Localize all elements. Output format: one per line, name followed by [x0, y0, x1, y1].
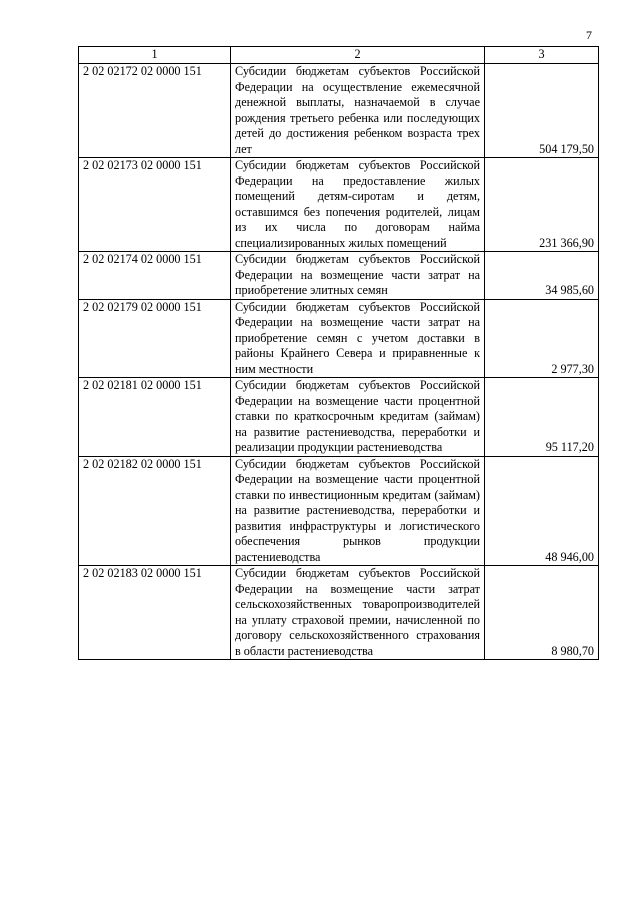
- amount: 34 985,60: [485, 252, 599, 300]
- table-row: [79, 456, 599, 566]
- amount: 231 366,90: [485, 158, 599, 252]
- description: Субсидии бюджетам субъектов Российской Федерации на предоставление жилых помещений детям-сиротам и детям, оставшимся без попечения родителей, лицам из их числа по договорам найма специализированных жилых помещений: [231, 158, 485, 252]
- description: Субсидии бюджетам субъектов Российской Федерации на возмещение части затрат сельскохозяйственных товаропроизводителей на уплату страховой премии, начисленной по договору сельскохозяйственного страхования в области растениеводства: [231, 566, 485, 660]
- budget-code: 2 02 02181 02 0000 151: [79, 378, 231, 457]
- column-header-2: 2: [231, 47, 485, 64]
- table-row: [79, 252, 599, 300]
- header-row: [79, 47, 599, 64]
- amount: 8 980,70: [485, 566, 599, 660]
- table-row: [79, 64, 599, 158]
- description: Субсидии бюджетам субъектов Российской Федерации на возмещение части затрат на приобретение элитных семян: [231, 252, 485, 300]
- amount: 95 117,20: [485, 378, 599, 457]
- description: Субсидии бюджетам субъектов Российской Федерации на возмещение части процентной ставки по краткосрочным кредитам (займам) на развитие растениеводства, переработки и реализации продукции растениеводства: [231, 378, 485, 457]
- table-row: [79, 158, 599, 252]
- budget-code: 2 02 02173 02 0000 151: [79, 158, 231, 252]
- column-header-1: 1: [79, 47, 231, 64]
- budget-code: 2 02 02183 02 0000 151: [79, 566, 231, 660]
- column-header-3: 3: [485, 47, 599, 64]
- description: Субсидии бюджетам субъектов Российской Федерации на возмещение части затрат на приобретение семян с учетом доставки в районы Крайнего Севера и приравненные к ним местности: [231, 299, 485, 378]
- budget-table: [78, 46, 599, 660]
- budget-code: 2 02 02174 02 0000 151: [79, 252, 231, 300]
- page-number: 7: [586, 28, 592, 42]
- budget-code: 2 02 02172 02 0000 151: [79, 64, 231, 158]
- table-row: [79, 378, 599, 457]
- table-row: [79, 299, 599, 378]
- budget-code: 2 02 02182 02 0000 151: [79, 456, 231, 566]
- amount: 2 977,30: [485, 299, 599, 378]
- description: Субсидии бюджетам субъектов Российской Федерации на возмещение части процентной ставки по инвестиционным кредитам (займам) на развитие растениеводства, переработки и развития инфраструктуры и логистического обеспечения рынков продукции растениеводства: [231, 456, 485, 566]
- amount: 504 179,50: [485, 64, 599, 158]
- table-row: [79, 566, 599, 660]
- amount: 48 946,00: [485, 456, 599, 566]
- description: Субсидии бюджетам субъектов Российской Федерации на осуществление ежемесячной денежной выплаты, назначаемой в случае рождения третьего ребенка или последующих детей до достижения ребенком возраста трех лет: [231, 64, 485, 158]
- budget-code: 2 02 02179 02 0000 151: [79, 299, 231, 378]
